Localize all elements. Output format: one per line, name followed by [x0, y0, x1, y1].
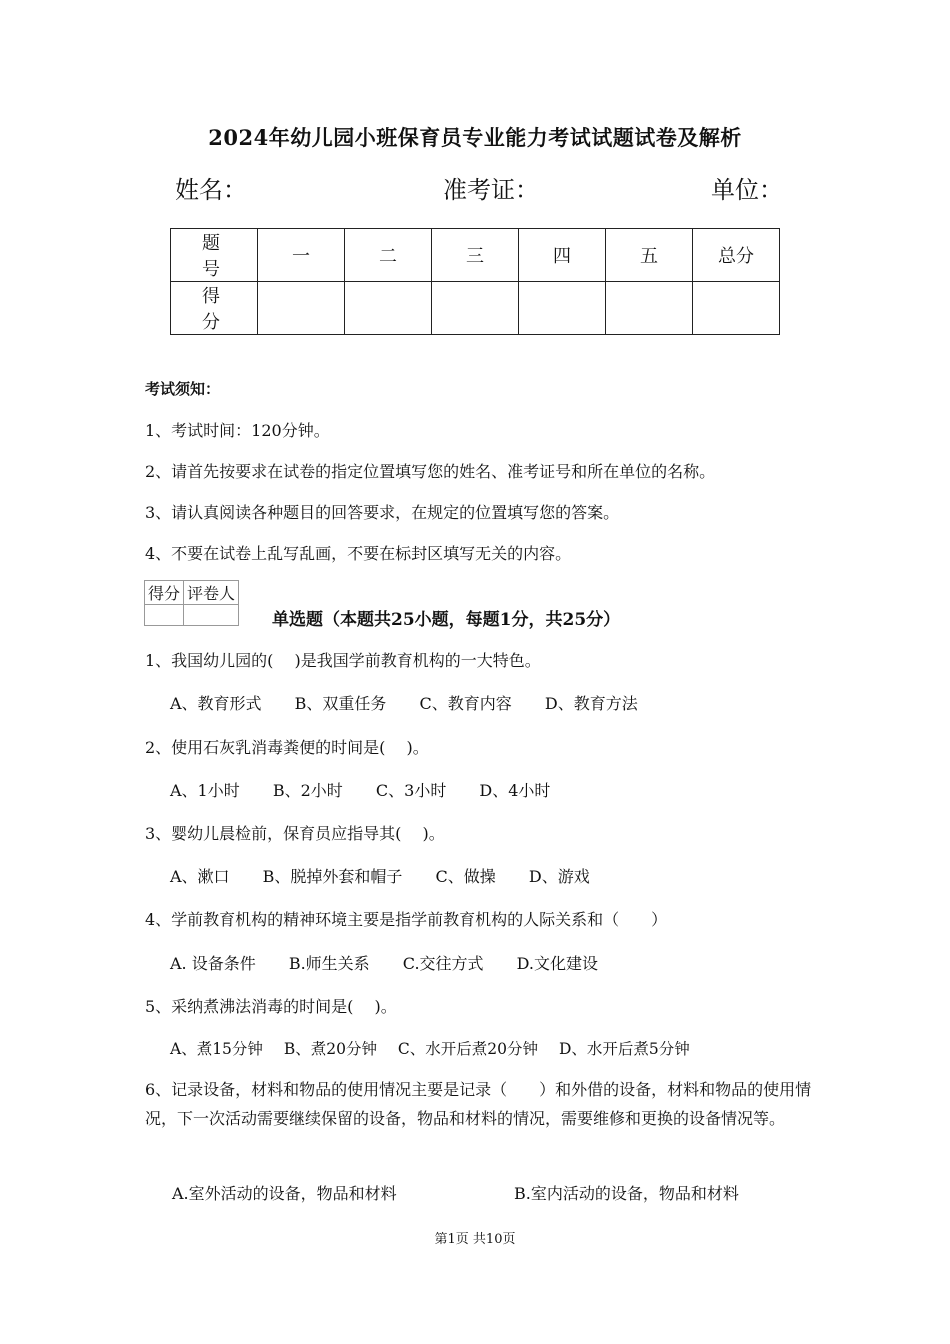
option: D.文化建设 — [516, 954, 598, 973]
option: C、教育内容 — [419, 694, 512, 713]
question-6-option-a: A.室外活动的设备，物品和材料 — [172, 1184, 397, 1203]
notice-item: 4、不要在试卷上乱写乱画，不要在标封区填写无关的内容。 — [145, 544, 572, 563]
score-cell-3 — [432, 282, 519, 335]
score-header-1: 一 — [258, 229, 345, 282]
page-footer: 第1页 共10页 — [434, 1232, 516, 1247]
question-6: 6、记录设备，材料和物品的使用情况主要是记录（ ）和外借的设备，材料和物品的使用情况，下一次活动需要继续保留的设备，物品和材料的情况，需要维修和更换的设备情况等。 — [145, 1080, 812, 1128]
option: B、脱掉外套和帽子 — [262, 867, 403, 886]
grader-score-cell — [145, 605, 184, 626]
score-cell-4 — [519, 282, 606, 335]
option: C.交往方式 — [402, 954, 484, 973]
grader-reviewer-label: 评卷人 — [184, 581, 239, 605]
option: B、煮20分钟 — [283, 1040, 377, 1058]
score-header-label: 题 号 — [171, 229, 258, 282]
option: D、游戏 — [528, 867, 590, 886]
score-cell-total — [693, 282, 780, 335]
question-5: 5、采纳煮沸法消毒的时间是( )。 — [145, 997, 397, 1016]
grader-score-label: 得分 — [145, 581, 184, 605]
score-row-label: 得 分 — [171, 282, 258, 335]
score-table — [170, 228, 780, 335]
notice-item: 2、请首先按要求在试卷的指定位置填写您的姓名、准考证号和所在单位的名称。 — [145, 462, 716, 481]
question-3-options — [170, 864, 618, 887]
option: C、做操 — [435, 867, 496, 886]
option: D、水开后煮5分钟 — [558, 1040, 690, 1058]
option: A、教育形式 — [170, 694, 262, 713]
option: D、4小时 — [479, 781, 551, 800]
grader-box — [144, 580, 239, 626]
option: C、水开后煮20分钟 — [397, 1040, 539, 1058]
question-6-option-b: B.室内活动的设备，物品和材料 — [514, 1184, 739, 1203]
exam-id-field-label: 准考证： — [443, 176, 539, 204]
notice-item: 3、请认真阅读各种题目的回答要求，在规定的位置填写您的答案。 — [145, 503, 620, 522]
option: C、3小时 — [375, 781, 447, 800]
section-title: 单选题（本题共25小题，每题1分，共25分） — [272, 610, 621, 630]
score-header-2: 二 — [345, 229, 432, 282]
option: D、教育方法 — [544, 694, 638, 713]
question-5-options — [170, 1037, 690, 1059]
score-header-3: 三 — [432, 229, 519, 282]
notice-heading: 考试须知： — [145, 380, 221, 398]
score-table-header-row — [171, 229, 780, 282]
score-header-total: 总分 — [693, 229, 780, 282]
option: A、煮15分钟 — [170, 1040, 263, 1058]
grader-reviewer-cell — [184, 605, 239, 626]
question-4-options — [170, 951, 626, 974]
option: A、1小时 — [170, 781, 240, 800]
score-cell-5 — [606, 282, 693, 335]
option: B、2小时 — [272, 781, 343, 800]
score-header-4: 四 — [519, 229, 606, 282]
question-3: 3、婴幼儿晨检前，保育员应指导其( )。 — [145, 824, 445, 843]
score-header-5: 五 — [606, 229, 693, 282]
option: A、漱口 — [170, 867, 230, 886]
question-2: 2、使用石灰乳消毒粪便的时间是( )。 — [145, 738, 429, 757]
question-1-options — [170, 691, 666, 714]
option: B.师生关系 — [288, 954, 370, 973]
page-title: 2024年幼儿园小班保育员专业能力考试试题试卷及解析 — [208, 125, 742, 150]
score-cell-2 — [345, 282, 432, 335]
option: A. 设备条件 — [170, 954, 256, 973]
unit-field-label: 单位： — [711, 176, 783, 204]
option: B、双重任务 — [294, 694, 387, 713]
notice-item: 1、考试时间：120分钟。 — [145, 421, 330, 440]
name-field-label: 姓名： — [175, 176, 247, 204]
question-1: 1、我国幼儿园的( )是我国学前教育机构的一大特色。 — [145, 651, 541, 670]
question-4: 4、学前教育机构的精神环境主要是指学前教育机构的人际关系和（ ） — [145, 910, 668, 929]
score-table-score-row — [171, 282, 780, 335]
question-2-options — [170, 778, 578, 801]
